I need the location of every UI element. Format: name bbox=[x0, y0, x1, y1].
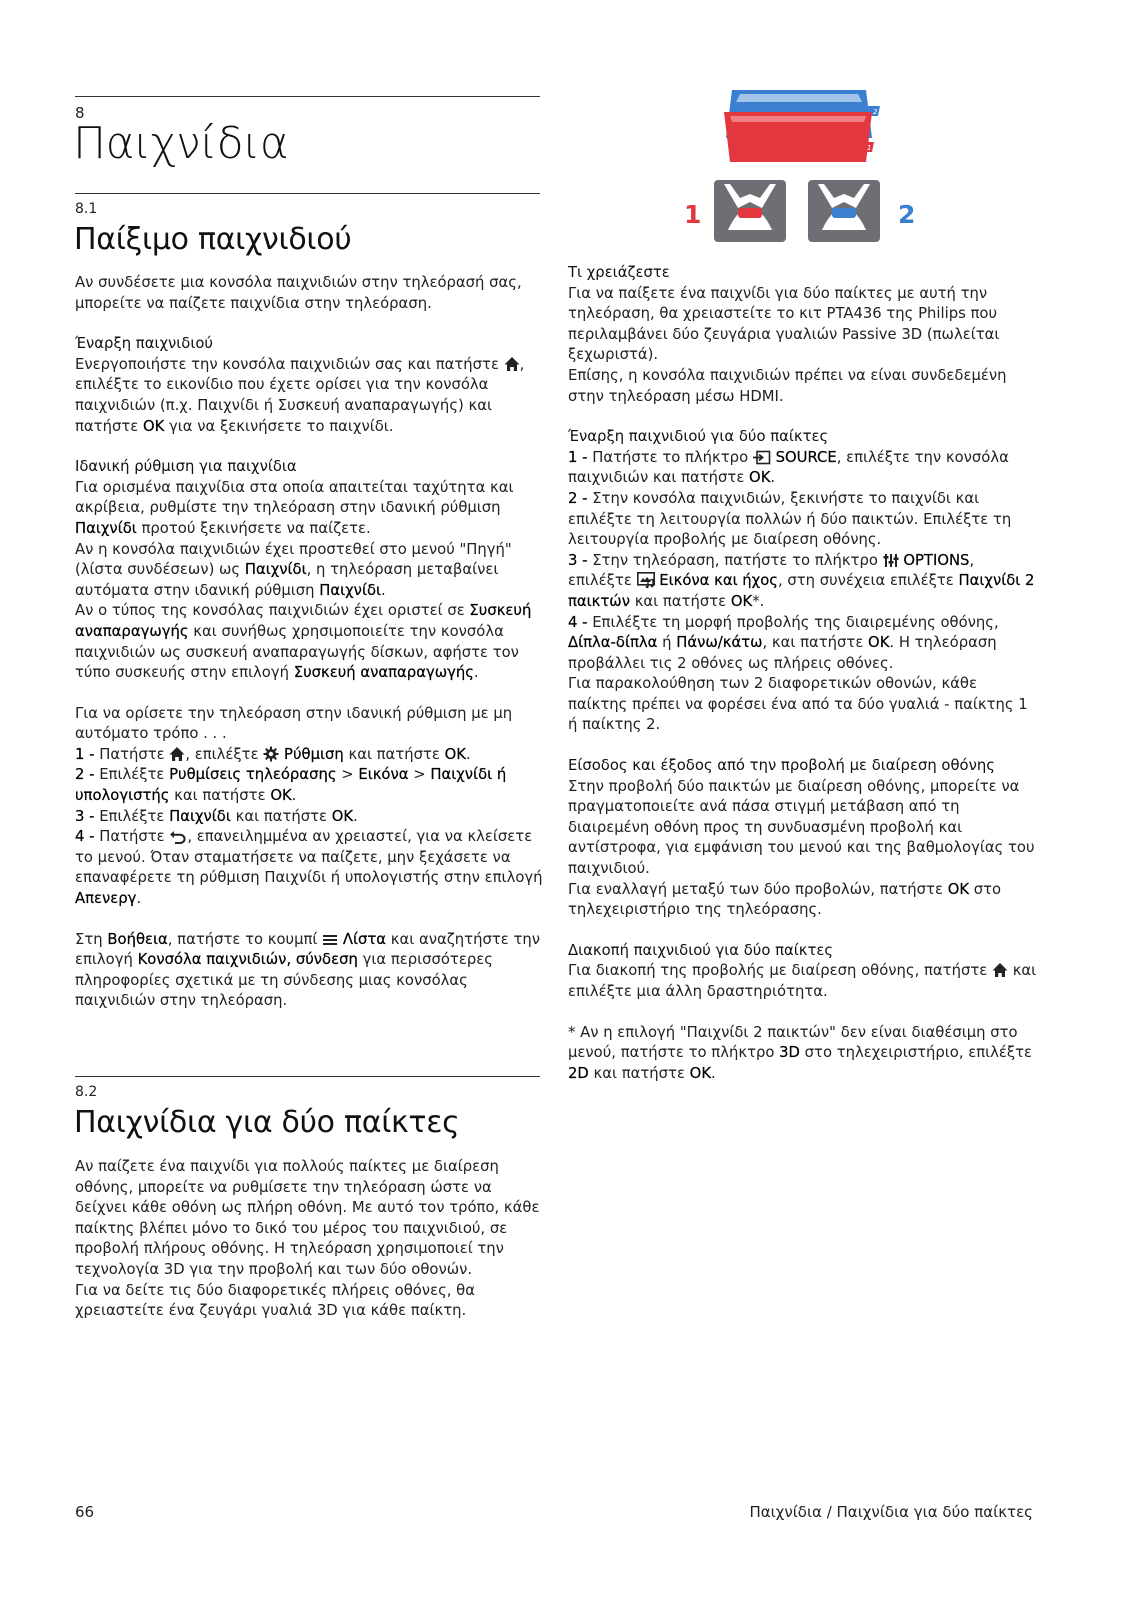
need-paragraph-2: Επίσης, η κονσόλα παιχνιδιών πρέπει να είναι συνδεδεμένη στην τηλεόραση μέσω HDMI. bbox=[568, 366, 1007, 405]
two-player-start-heading: Έναρξη παιχνιδιού για δύο παίκτες bbox=[568, 428, 829, 446]
ideal-paragraph-2: Αν η κονσόλα παιχνιδιών έχει προστεθεί στο μενού "Πηγή" (λίστα συνδέσεων) ως Παιχνίδι, η τηλεόραση μεταβαίνει αυτόματα στην ιδανική ρύθμιση Παιχνίδι. bbox=[75, 540, 512, 599]
section-number: 8.1 bbox=[75, 201, 98, 217]
chapter-number: 8 bbox=[75, 104, 85, 122]
home-icon bbox=[992, 962, 1008, 978]
split-io-paragraph-2: Για εναλλαγή μεταξύ των δύο προβολών, πατήστε OK στο τηλεχειριστήριο της τηλεόρασης. bbox=[568, 880, 1002, 919]
split-screen-paragraph: Αν παίζετε ένα παιχνίδι για πολλούς παίκτες με διαίρεση οθόνης, μπορείτε να ρυθμίσετε την τηλεόραση ώστε να δείχνει κάθε οθόνη ως πλήρη οθόνη. Με αυτό τον τρόπο, κάθε παίκτης βλέπει μόνο το δικό του μέρος του παιχνιδιού, σε προβολή πλήρους οθόνης. Η τηλεόραση χρησιμοποιεί την τεχνολογία 3D για την προβολή και των δύο οθονών. bbox=[75, 1158, 540, 1278]
section-number: 8.2 bbox=[75, 1084, 98, 1100]
back-icon bbox=[169, 829, 187, 844]
player-1-label: 1 bbox=[684, 200, 702, 229]
home-icon bbox=[504, 356, 520, 372]
two-player-illustration bbox=[680, 80, 920, 250]
split-io-paragraph-1: Στην προβολή δύο παικτών με διαίρεση οθόνης, μπορείτε να πραγματοποιείτε ανά πάσα στιγμή μετάβαση από τη διαιρεμένη οθόνη προς τη συνδυασμένη προβολή και αντίστροφα, για εμφάνιση του μενού και της βαθμολογίας του παιχνιδιού. bbox=[568, 777, 1035, 878]
need-heading: Τι χρειάζεστε bbox=[568, 264, 670, 281]
tag-1: 1 bbox=[867, 144, 872, 152]
manual-step-3: 3 - Επιλέξτε Παιχνίδι και πατήστε OK. bbox=[75, 807, 358, 825]
two-player-step-2: 2 - Στην κονσόλα παιχνιδιών, ξεκινήστε το παιχνίδι και επιλέξτε τη λειτουργία πολλών ή δύο παικτών. Επιλέξτε τη λειτουργία προβολής με διαίρεση οθόνης. bbox=[568, 489, 1012, 549]
stop-heading: Διακοπή παιχνιδιού για δύο παίκτες bbox=[568, 941, 834, 959]
ideal-setting-heading: Ιδανική ρύθμιση για παιχνίδια bbox=[75, 458, 297, 476]
picture-sound-icon bbox=[637, 572, 655, 588]
start-game-heading: Έναρξη παιχνιδιού bbox=[75, 335, 213, 353]
manual-step-4: 4 - Πατήστε , επανειλημμένα αν χρειαστεί, για να κλείσετε το μενού. Όταν σταματήσετε να παίζετε, μην ξεχάσετε να επαναφέρετε τη ρύθμιση Παιχνίδι ή υπολογιστής στην επιλογή Απενεργ. bbox=[75, 828, 543, 908]
left-column-8-1 bbox=[75, 273, 545, 1012]
footer-breadcrumb: Παιχνίδια / Παιχνίδια για δύο παίκτες bbox=[749, 1503, 1033, 1521]
start-game-paragraph: Ενεργοποιήστε την κονσόλα παιχνιδιών σας και πατήστε , επιλέξτε το εικονίδιο που έχετε ορίσει για την κονσόλα παιχνιδιών (π.χ. Παιχνίδι ή Συσκευή αναπαραγωγής) και πατήστε OK για να ξεκινήσετε το παιχνίδι. bbox=[75, 355, 525, 435]
footnote-paragraph: * Αν η επιλογή "Παιχνίδι 2 παικτών" δεν είναι διαθέσιμη στο μενού, πατήστε το πλήκτρο 3D στο τηλεχειριστήριο, επιλέξτε 2D και πατήστε OK. bbox=[568, 1023, 1033, 1082]
ideal-paragraph-1: Για ορισμένα παιχνίδια στα οποία απαιτείται ταχύτητα και ακρίβεια, ρυθμίστε την τηλεόραση στην ιδανική ρύθμιση Παιχνίδι προτού ξεκινήσετε να παίζετε. bbox=[75, 478, 514, 537]
home-icon bbox=[169, 746, 185, 762]
help-paragraph: Στη Βοήθεια, πατήστε το κουμπί Λίστα και αναζητήστε την επιλογή Κονσόλα παιχνιδιών, σύνδεση για περισσότερες πληροφορίες σχετικά με τη σύνδεσης μιας κονσόλας παιχνιδιών στην τηλεόραση. bbox=[75, 930, 540, 1010]
intro-paragraph: Αν συνδέσετε μια κονσόλα παιχνιδιών στην τηλεόρασή σας, μπορείτε να παίζετε παιχνίδια στην τηλεόραση. bbox=[75, 274, 522, 312]
section-title: Παιχνίδια για δύο παίκτες bbox=[74, 1105, 460, 1140]
right-column bbox=[568, 263, 1038, 1084]
tag-2: 2 bbox=[873, 108, 878, 116]
page-number: 66 bbox=[75, 1503, 95, 1521]
ideal-paragraph-3: Αν ο τύπος της κονσόλας παιχνιδιών έχει οριστεί σε Συσκευή αναπαραγωγής και συνήθως χρησιμοποιείτε την κονσόλα παιχνιδιών ως συσκευή αναπαραγωγής δίσκων, αφήστε τον τύπο συσκευής στην επιλογή Συσκευή αναπαραγωγής. bbox=[75, 602, 532, 682]
manual-intro: Για να ορίσετε την τηλεόραση στην ιδανική ρύθμιση με μη αυτόματο τρόπο . . . bbox=[75, 704, 513, 743]
manual-step-1: 1 - Πατήστε , επιλέξτε Ρύθμιση και πατήστε OK. bbox=[75, 745, 471, 763]
two-player-step-1: 1 - Πατήστε το πλήκτρο SOURCE, επιλέξτε την κονσόλα παιχνιδιών και πατήστε OK. bbox=[568, 448, 1009, 487]
list-icon bbox=[322, 933, 338, 947]
section-rule-8-1 bbox=[75, 193, 540, 194]
left-column-8-2 bbox=[75, 1157, 545, 1322]
source-icon bbox=[753, 450, 771, 465]
chapter-title: Παιχνίδια bbox=[73, 118, 289, 169]
section-rule-8-2 bbox=[75, 1076, 540, 1077]
section-title: Παίξιμο παιχνιδιού bbox=[74, 222, 352, 257]
options-icon bbox=[883, 553, 899, 568]
player-2-label: 2 bbox=[898, 200, 916, 229]
manual-step-2: 2 - Επιλέξτε Ρυθμίσεις τηλεόρασης > Εικόνα > Παιχνίδι ή υπολογιστής και πατήστε OK. bbox=[75, 766, 507, 805]
chapter-rule bbox=[75, 96, 540, 97]
glasses-paragraph: Για να δείτε τις δύο διαφορετικές πλήρεις οθόνες, θα χρειαστείτε ένα ζευγάρι γυαλιά 3D για κάθε παίκτη. bbox=[75, 1281, 475, 1320]
gear-icon bbox=[263, 746, 279, 762]
two-player-step-3: 3 - Στην τηλεόραση, πατήστε το πλήκτρο OPTIONS, επιλέξτε Εικόνα και ήχος, στη συνέχεια επιλέξτε Παιχνίδι 2 παικτών και πατήστε OK*. bbox=[568, 551, 1035, 610]
need-paragraph-1: Για να παίξετε ένα παιχνίδι για δύο παίκτες με αυτή την τηλεόραση, θα χρειαστείτε το κιτ PTA436 της Philips που περιλαμβάνει δύο ζευγάρια γυαλιών Passive 3D (πωλείται ξεχωριστά). bbox=[568, 284, 1000, 364]
two-player-step-4: 4 - Επιλέξτε τη μορφή προβολής της διαιρεμένης οθόνης, Δίπλα-δίπλα ή Πάνω/κάτω, και πατήστε OK. Η τηλεόραση προβάλλει τις 2 οθόνες ως πλήρεις οθόνες. bbox=[568, 613, 999, 672]
two-player-glasses-note: Για παρακολούθηση των 2 διαφορετικών οθονών, κάθε παίκτης πρέπει να φορέσει ένα από τα δύο γυαλιά - παίκτης 1 ή παίκτης 2. bbox=[568, 675, 1028, 734]
stop-paragraph: Για διακοπή της προβολής με διαίρεση οθόνης, πατήστε και επιλέξτε μια άλλη δραστηριότητα. bbox=[568, 962, 1037, 1000]
split-io-heading: Είσοδος και έξοδος από την προβολή με διαίρεση οθόνης bbox=[568, 757, 995, 775]
